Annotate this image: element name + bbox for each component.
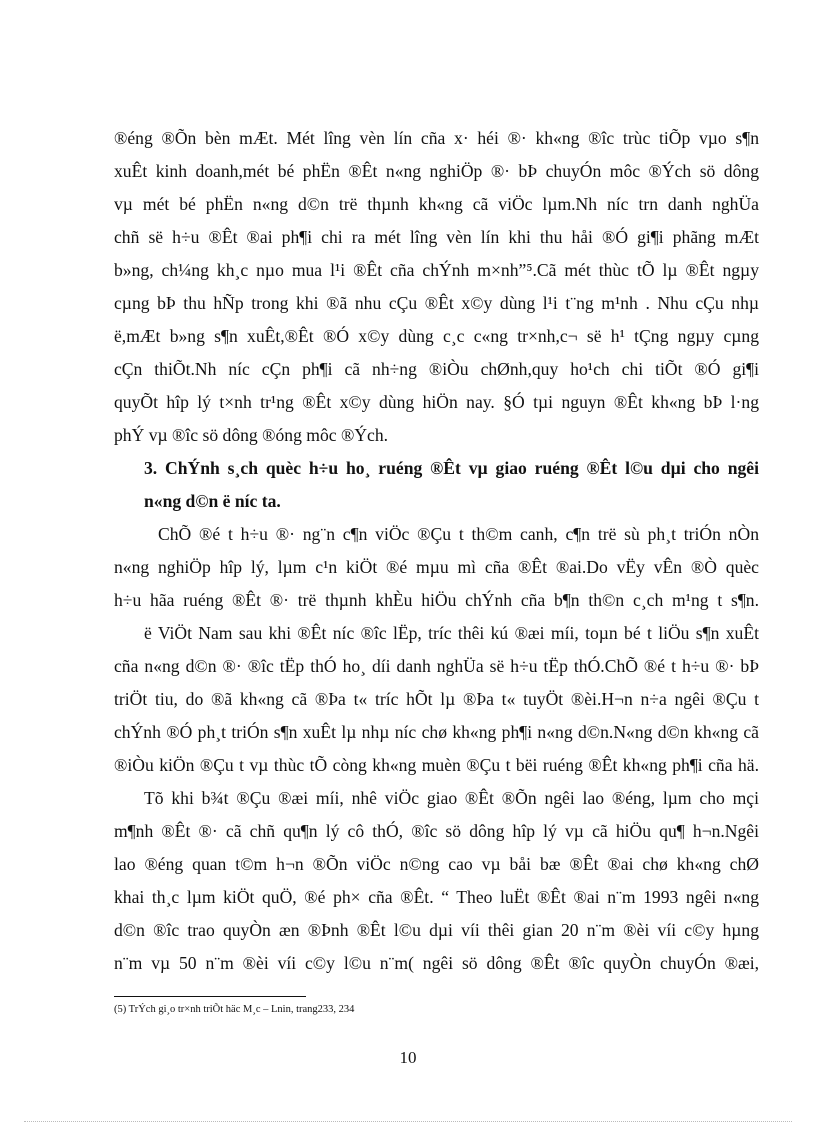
text-line: m¶nh ®Êt ®· cã chñ qu¶n lý cô thÓ, ®îc sö dông hîp lý vµ cã hiÖu qu¶ h¬n.Ngêi <box>114 821 759 841</box>
page-number: 10 <box>399 1048 417 1067</box>
text-line: khai th¸c lµm kiÖt quÖ, ®é ph× cña ®Êt. “ Theo luËt ®Êt ®ai n¨m 1993 ngêi n«ng <box>114 887 759 907</box>
text-line: cña n«ng d©n ®· ®îc tËp thÓ ho¸ díi danh nghÜa së h÷u tËp thÓ.ChÕ ®é t h÷u ®· bÞ <box>114 656 759 676</box>
section-heading: 3. ChÝnh s¸ch quèc h÷u ho¸ ruéng ®Êt vµ giao ruéng ®Êt l©u dµi cho ngêi <box>144 458 759 478</box>
text-line: phÝ vµ ®îc sö dông ®óng môc ®Ých. <box>114 425 389 445</box>
text-line: cµng bÞ thu hÑp trong khi ®ã nhu cÇu ®Êt x©y dùng l¹i t¨ng m¹nh . Nhu cÇu nhµ <box>114 293 759 313</box>
text-line: n¨m vµ 50 n¨m ®èi víi c©y l©u n¨m( ngêi sö dông ®Êt ®îc quyÒn chuyÓn ®æi, <box>114 953 759 973</box>
footnote-separator <box>114 996 306 997</box>
text-line: n«ng nghiÖp hîp lý, lµm c¹n kiÖt ®é mµu mì cña ®Êt ®ai.Do vËy vÊn ®Ò quèc <box>114 557 759 577</box>
page-edge-divider <box>24 1121 792 1122</box>
text-line: ®iÒu kiÖn ®Çu t vµ thùc tÕ còng kh«ng muèn ®Çu t bëi ruéng ®Êt kh«ng ph¶i cña hä. <box>114 755 759 775</box>
text-line: triÖt tiu, do ®ã kh«ng cã ®Þa t« tríc hÕt lµ ®Þa t« tuyÖt ®èi.H¬n n÷a ngêi ®Çu t <box>114 689 759 709</box>
text-line: vµ mét bé phËn n«ng d©n trë thµnh kh«ng cã viÖc lµm.Nh níc trn danh nghÜa <box>114 194 759 214</box>
text-line: ë ViÖt Nam sau khi ®Êt níc ®îc lËp, tríc thêi kú ®æi míi, toµn bé t liÖu s¶n xuÊt <box>144 623 759 643</box>
text-line: ë,mÆt b»ng s¶n xuÊt,®Êt ®Ó x©y dùng c¸c c«ng tr×nh,c¬ së h¹ tÇng ngµy cµng <box>114 326 759 346</box>
text-line: ®éng ®Õn bèn mÆt. Mét lîng vèn lín cña x· héi ®· kh«ng ®îc trùc tiÕp vµo s¶n <box>114 128 759 148</box>
text-line: chÝnh ®Ó ph¸t triÓn s¶n xuÊt lµ nhµ níc chø kh«ng ph¶i n«ng d©n.N«ng d©n kh«ng cã <box>114 722 759 742</box>
text-line: xuÊt kinh doanh,mét bé phËn ®Êt n«ng nghiÖp ®· bÞ chuyÓn môc ®Ých sö dông <box>114 161 759 181</box>
section-heading: n«ng d©n ë níc ta. <box>144 491 281 511</box>
text-line: ChÕ ®é t h÷u ®· ng¨n c¶n viÖc ®Çu t th©m canh, c¶n trë sù ph¸t triÓn nÒn <box>158 524 759 544</box>
text-line: d©n ®îc trao quyÒn æn ®Þnh ®Êt l©u dµi víi thêi gian 20 n¨m ®èi víi c©y hµng <box>114 920 759 940</box>
text-line: chñ së h÷u ®Êt ®ai ph¶i chi ra mét lîng vèn lín khi thu håi ®Ó gi¶i phãng mÆt <box>114 227 759 247</box>
text-line: Tõ khi b¾t ®Çu ®æi míi, nhê viÖc giao ®Êt ®Õn ngêi lao ®éng, lµm cho mçi <box>144 788 759 808</box>
text-line: b»ng, ch¼ng kh¸c nµo mua l¹i ®Êt cña chÝnh m×nh”⁵.Cã mét thùc tÕ lµ ®Êt ngµy <box>114 260 759 280</box>
text-line: lao ®éng quan t©m h¬n ®Õn viÖc n©ng cao vµ båi bæ ®Êt ®ai chø kh«ng chØ <box>114 854 759 874</box>
text-line: h÷u hãa ruéng ®Êt ®· trë thµnh khÈu hiÖu chÝnh cña b¶n th©n c¸ch m¹ng t s¶n. <box>114 590 759 610</box>
text-line: quyÕt hîp lý t×nh tr¹ng ®Êt x©y dùng hiÖn nay. §Ó tµi nguyn ®Êt kh«ng bÞ l·ng <box>114 392 759 412</box>
footnote: (5) TrÝch gi¸o tr×nh triÕt häc M¸c – Lnin, trang233, 234 <box>114 1004 355 1015</box>
text-line: cÇn thiÕt.Nh níc cÇn ph¶i cã nh÷ng ®iÒu chØnh,quy ho¹ch chi tiÕt ®Ó gi¶i <box>114 359 759 379</box>
